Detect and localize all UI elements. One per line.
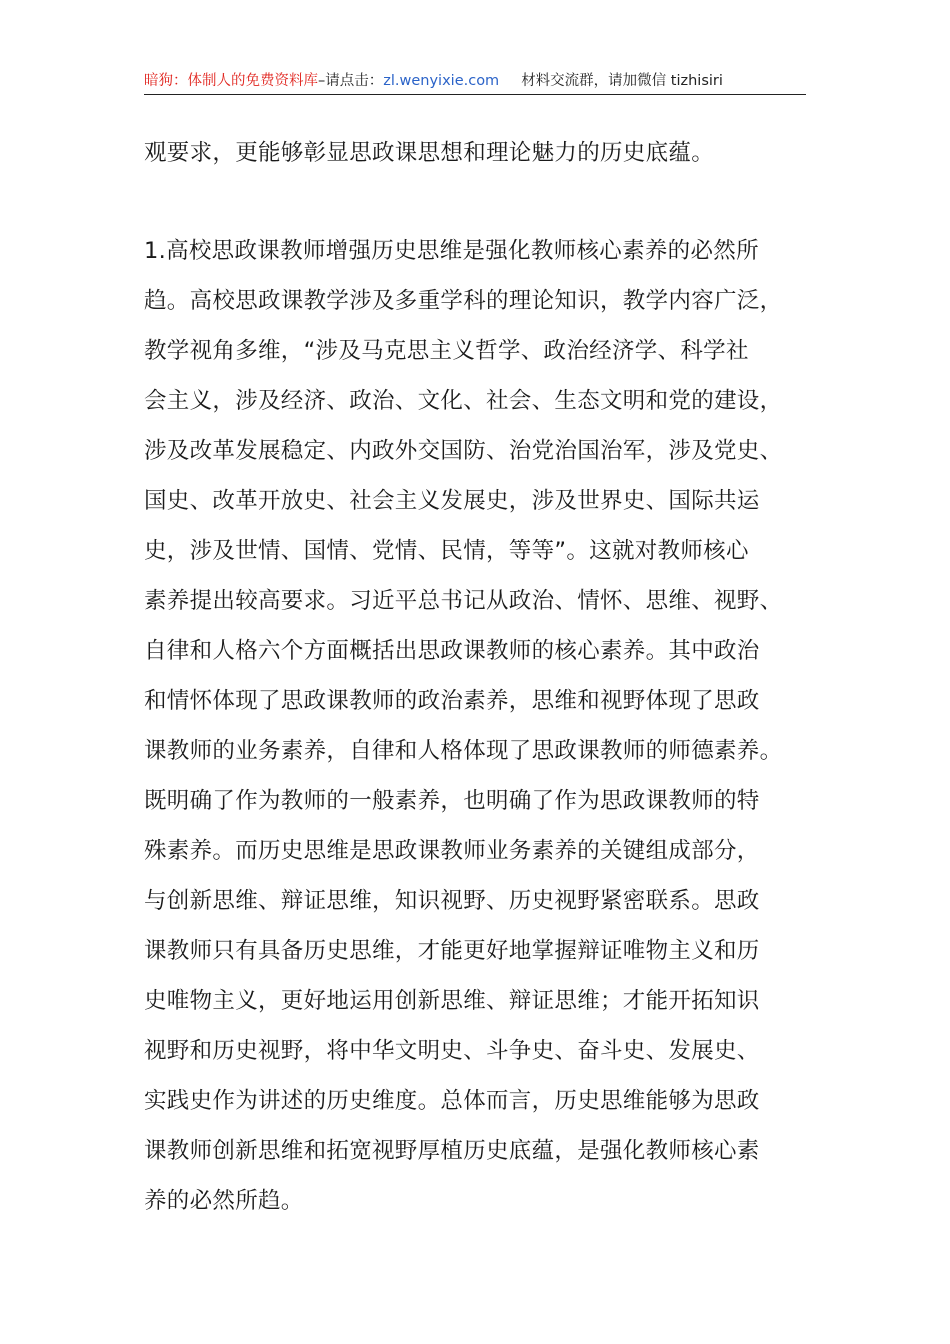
text-line: 素养提出较高要求。习近平总书记从政治、情怀、思维、视野、: [144, 588, 783, 614]
text-line: 殊素养。而历史思维是思政课教师业务素养的关键组成部分，: [144, 838, 760, 864]
text-line: 1.高校思政课教师增强历史思维是强化教师核心素养的必然所: [144, 238, 759, 264]
text-line: 和情怀体现了思政课教师的政治素养，思维和视野体现了思政: [144, 688, 760, 714]
text-line: 课教师创新思维和拓宽视野厚植历史底蕴，是强化教师核心素: [144, 1138, 760, 1164]
text-line: 涉及改革发展稳定、内政外交国防、治党治国治军，涉及党史、: [144, 438, 783, 464]
text-line: 课教师只有具备历史思维，才能更好地掌握辩证唯物主义和历: [144, 938, 760, 964]
text-line: 课教师的业务素养，自律和人格体现了思政课教师的师德素养。: [144, 738, 783, 764]
header-prompt: –请点击：: [318, 73, 384, 89]
header-brand: 暗狗：体制人的免费资料库: [144, 73, 318, 89]
text-line: 视野和历史视野，将中华文明史、斗争史、奋斗史、发展史、: [144, 1038, 760, 1064]
page-header: [144, 70, 806, 95]
text-line: 自律和人格六个方面概括出思政课教师的核心素养。其中政治: [144, 638, 760, 664]
text-line: 与创新思维、辩证思维，知识视野、历史视野紧密联系。思政: [144, 888, 760, 914]
header-link[interactable]: zl.wenyixie.com: [383, 73, 500, 89]
text-line: 会主义，涉及经济、政治、文化、社会、生态文明和党的建设，: [144, 388, 783, 414]
text-line: 趋。高校思政课教学涉及多重学科的理论知识，教学内容广泛，: [144, 288, 783, 314]
paragraph-1: [144, 226, 809, 1226]
header-note: 材料交流群，请加微信 tizhisiri: [521, 73, 723, 89]
text-line: 实践史作为讲述的历史维度。总体而言，历史思维能够为思政: [144, 1088, 760, 1114]
text-line: 养的必然所趋。: [144, 1188, 304, 1214]
continuation-text: [144, 128, 809, 178]
text-line: 观要求，更能够彰显思政课思想和理论魅力的历史底蕴。: [144, 140, 715, 166]
text-line: 国史、改革开放史、社会主义发展史，涉及世界史、国际共运: [144, 488, 760, 514]
text-line: 史唯物主义，更好地运用创新思维、辩证思维；才能开拓知识: [144, 988, 760, 1014]
text-line: 史，涉及世情、国情、党情、民情，等等”。这就对教师核心: [144, 538, 749, 564]
text-line: 既明确了作为教师的一般素养，也明确了作为思政课教师的特: [144, 788, 760, 814]
text-line: 教学视角多维，“涉及马克思主义哲学、政治经济学、科学社: [144, 338, 749, 364]
